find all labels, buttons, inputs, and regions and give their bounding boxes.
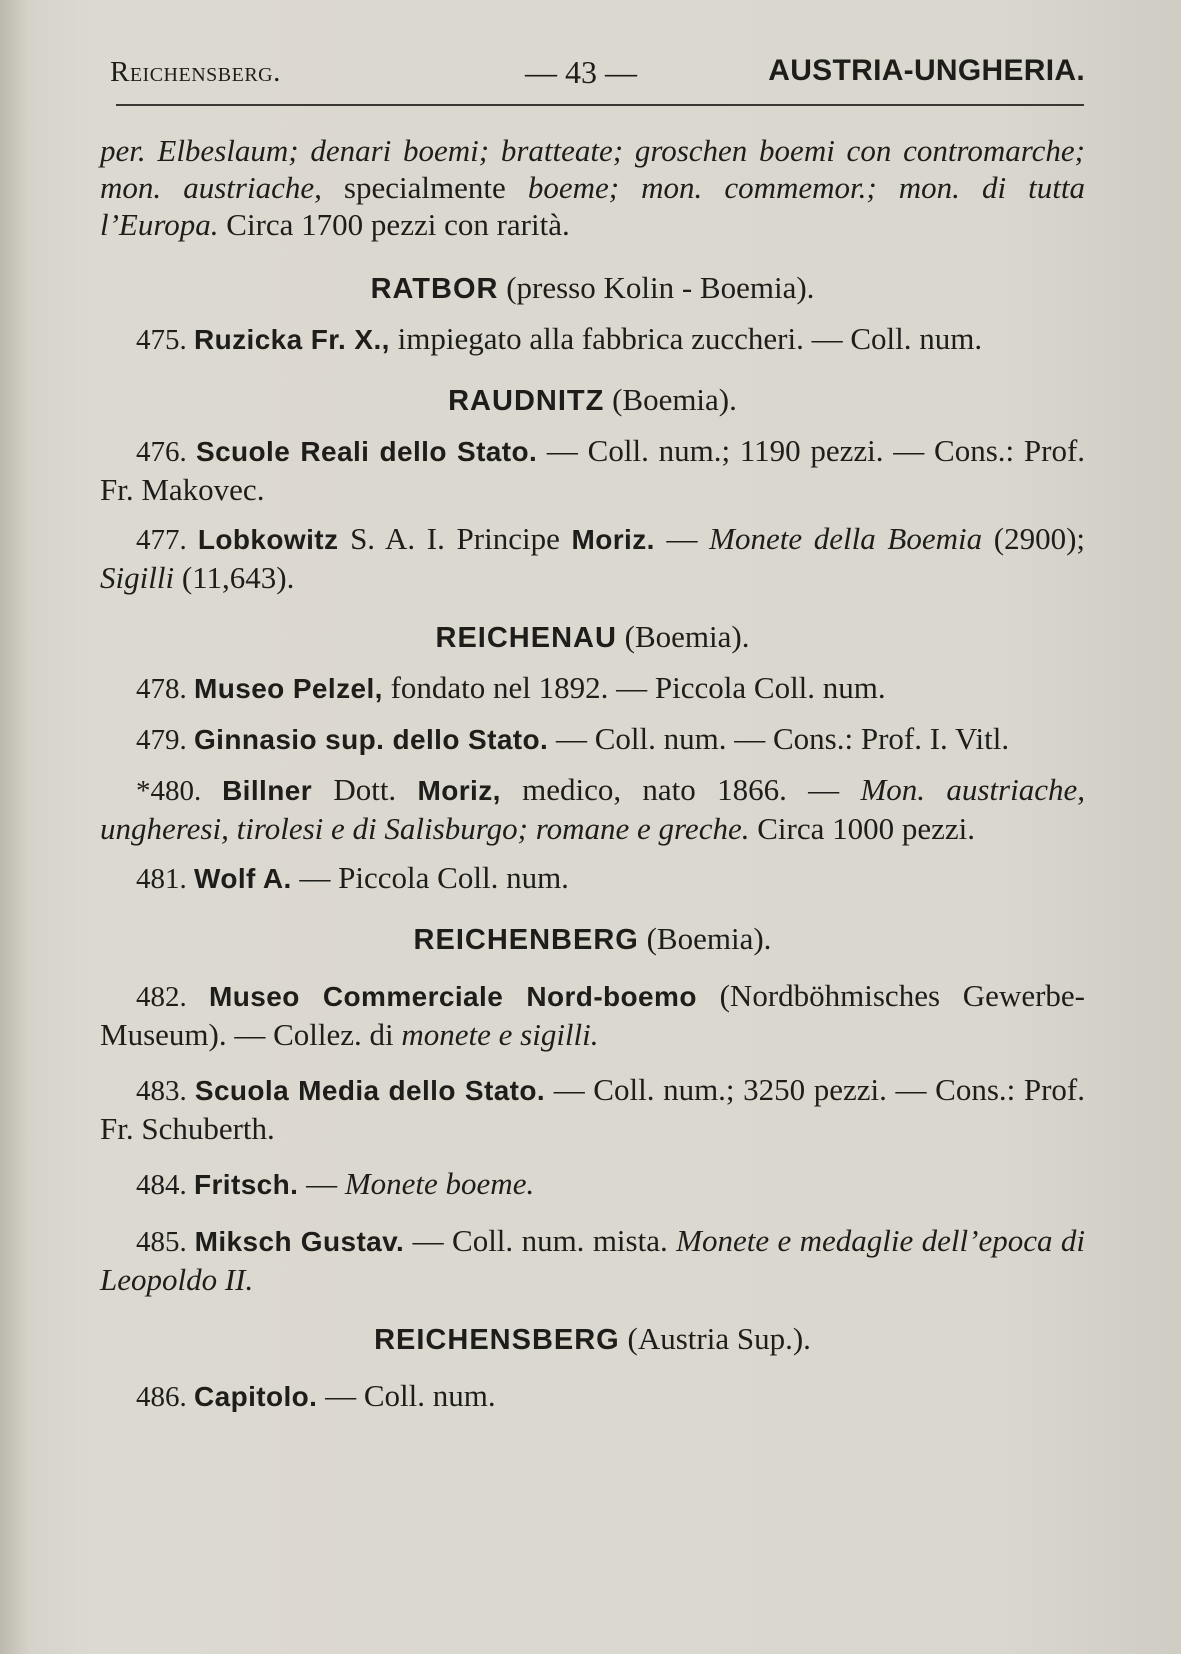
entry-name: Scuola Media dello Stato. — [194, 1075, 546, 1106]
entry-477 — [100, 520, 1085, 596]
entry-476 — [100, 432, 1085, 508]
entry-italic: monete e sigilli. — [401, 1017, 599, 1052]
entry-text: — Coll. num. mista. — [404, 1223, 677, 1258]
entry-number: 485. — [136, 1226, 195, 1258]
entry-text: — Coll. num. — [317, 1378, 496, 1413]
intro-italic-1: per. Elbeslaum; denari boemi; bratteate; groschen boemi con contromarche; mon. austriache, — [100, 133, 1085, 205]
intro-roman-2: Circa 1700 pezzi con rarità. — [218, 207, 570, 242]
entry-name: Ruzicka Fr. X., — [194, 324, 390, 355]
entry-name: Billner — [222, 775, 312, 806]
city-location: (Boemia). — [638, 921, 772, 956]
entry-name: Scuole Reali dello Stato. — [196, 436, 538, 467]
entry-name: Ginnasio sup. dello Stato. — [194, 724, 549, 755]
entry-text: — Piccola Coll. num. — [291, 860, 569, 895]
entry-name: Miksch Gustav. — [194, 1226, 405, 1257]
entry-text-2: medico, nato 1866. — — [500, 772, 861, 807]
header-left: Reichensberg. — [110, 56, 281, 88]
entry-text-3: Circa 1000 pezzi. — [749, 811, 975, 846]
entry-number: 483. — [136, 1075, 195, 1107]
entry-475 — [100, 320, 1085, 359]
city-name: RATBOR — [370, 273, 499, 305]
entry-number: 478. — [136, 673, 194, 705]
section-heading-reichensberg — [100, 1320, 1085, 1359]
city-name: RAUDNITZ — [448, 385, 605, 417]
entry-number: 475. — [136, 324, 194, 356]
city-name: REICHENBERG — [413, 924, 639, 956]
entry-name-2: Moriz. — [571, 524, 655, 555]
entry-485 — [100, 1222, 1085, 1298]
entry-name-2: Moriz, — [417, 775, 501, 806]
entry-number: 479. — [136, 724, 194, 756]
entry-text: (Nordböhmisches Gewerbe-Museum). — Collez. di — [100, 978, 1085, 1052]
entry-name: Capitolo. — [194, 1381, 318, 1412]
intro-roman-1: specialmente — [321, 170, 528, 205]
intro-paragraph — [100, 132, 1085, 243]
entry-number: 477. — [136, 524, 198, 556]
city-location: (Boemia). — [604, 382, 737, 417]
page-number: — 43 — — [525, 54, 637, 90]
entry-480 — [100, 771, 1085, 847]
entry-italic: Mon. austriache, ungheresi, tirolesi e di Salisburgo; romane e greche. — [100, 772, 1085, 846]
city-location: (Boemia). — [616, 619, 750, 654]
entry-italic: Monete della Boemia — [709, 521, 983, 556]
entry-483 — [100, 1071, 1085, 1147]
entry-name: Museo Pelzel, — [194, 673, 383, 704]
entry-number: 486. — [136, 1381, 194, 1413]
section-heading-reichenberg — [100, 920, 1085, 959]
entry-text-4: (11,643). — [174, 560, 295, 595]
entry-text: — Coll. num. — Cons.: Prof. I. Vitl. — [548, 721, 1010, 756]
entry-text: — Coll. num.; 1190 pezzi. — Cons.: Prof. Fr. Makovec. — [100, 433, 1086, 507]
city-location: (presso Kolin - Boemia). — [498, 270, 815, 305]
city-location: (Austria Sup.). — [619, 1321, 811, 1356]
page-body — [100, 132, 1085, 1416]
entry-text: Dott. — [312, 772, 418, 807]
entry-text-2: — — [654, 521, 710, 556]
entry-number: 476. — [136, 436, 196, 468]
entry-text: — — [298, 1166, 345, 1201]
entry-481 — [100, 859, 1085, 898]
intro-italic-2: boeme; mon. commemor.; mon. di tutta l’Europa. — [100, 170, 1086, 242]
entry-italic-2: Sigilli — [100, 560, 175, 595]
entry-name: Museo Commerciale Nord-boemo — [209, 981, 697, 1012]
header-right: AUSTRIA-UNGHERIA. — [768, 54, 1085, 87]
entry-482 — [100, 977, 1085, 1053]
entry-italic: Monete e medaglie dell’epoca di Leopoldo II. — [100, 1223, 1085, 1297]
entry-text: — Coll. num.; 3250 pezzi. — Cons.: Prof. Fr. Schuberth. — [100, 1072, 1085, 1146]
section-heading-raudnitz — [100, 381, 1085, 420]
entry-name: Lobkowitz — [197, 524, 339, 555]
entry-486 — [100, 1377, 1085, 1416]
header-rule — [116, 104, 1084, 106]
entry-text-3: (2900); — [982, 521, 1086, 556]
entry-484 — [100, 1165, 1085, 1204]
section-heading-reichenau — [100, 618, 1085, 657]
entry-number: 481. — [136, 863, 194, 895]
entry-text: impiegato alla fabbrica zuccheri. — Coll. num. — [389, 321, 983, 356]
entry-number: *480. — [136, 775, 223, 807]
entry-name: Wolf A. — [194, 863, 292, 894]
entry-number: 484. — [136, 1169, 194, 1201]
entry-italic: Monete boeme. — [344, 1166, 535, 1201]
entry-name: Fritsch. — [194, 1169, 299, 1200]
city-name: REICHENAU — [435, 622, 617, 654]
entry-text: S. A. I. Principe — [338, 521, 572, 556]
running-header — [110, 48, 1085, 94]
entry-478 — [100, 669, 1085, 708]
entry-text: fondato nel 1892. — Piccola Coll. num. — [382, 670, 886, 705]
entry-479 — [100, 720, 1085, 759]
section-heading-ratbor — [100, 269, 1085, 308]
entry-number: 482. — [136, 981, 210, 1013]
city-name: REICHENSBERG — [374, 1324, 620, 1356]
